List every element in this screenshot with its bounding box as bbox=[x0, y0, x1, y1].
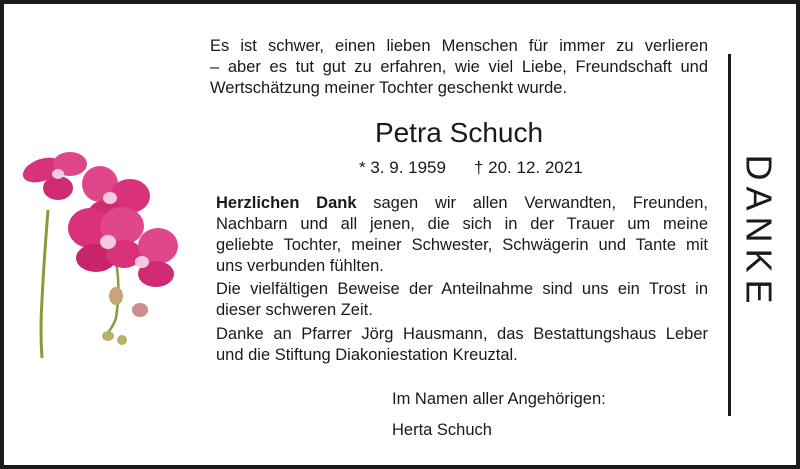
thanks-line: Nachbarn und all jenen, die sich in der Trauer um meine bbox=[216, 215, 708, 233]
intro-line: – aber es tut gut zu erfahren, wie viel Liebe, Freundschaft und bbox=[210, 58, 708, 76]
death-date: † 20. 12. 2021 bbox=[473, 158, 583, 177]
side-title-letter: D bbox=[738, 154, 780, 181]
thanks-bold: Herzlichen Dank bbox=[216, 194, 357, 212]
side-title-letter: N bbox=[738, 216, 780, 243]
side-title bbox=[739, 152, 779, 307]
thanks-paragraph bbox=[216, 193, 708, 277]
vertical-divider bbox=[728, 54, 731, 416]
deceased-name: Petra Schuch bbox=[374, 117, 544, 148]
intro-text bbox=[210, 36, 708, 99]
condolence-line: Die vielfältigen Beweise der Anteilnahme sind uns ein Trost in bbox=[216, 280, 708, 298]
pastor-line: Danke an Pfarrer Jörg Hausmann, das Bestattungshaus Leber bbox=[216, 325, 708, 343]
intro-line: Wertschätzung meiner Tochter geschenkt wurde. bbox=[210, 79, 568, 97]
condolence-paragraph bbox=[216, 279, 708, 321]
pastor-line: und die Stiftung Diakoniestation Kreuztal. bbox=[216, 346, 518, 364]
orchid-icon bbox=[18, 150, 188, 360]
intro-line: Es ist schwer, einen lieben Menschen für immer zu verlieren bbox=[210, 37, 708, 55]
pastor-paragraph bbox=[216, 324, 708, 366]
thanks-line: geliebte Tochter, meiner Schwester, Schwägerin und Tante mit bbox=[216, 236, 708, 254]
life-dates bbox=[359, 157, 583, 178]
birth-date: * 3. 9. 1959 bbox=[359, 158, 446, 177]
signer-name: Herta Schuch bbox=[392, 421, 492, 439]
side-title-letter: K bbox=[738, 248, 780, 273]
signoff-line: Im Namen aller Angehörigen: bbox=[392, 390, 606, 408]
signoff bbox=[392, 389, 692, 441]
side-title-letter: E bbox=[738, 279, 780, 304]
side-title-letter: A bbox=[738, 186, 780, 211]
thanks-first-rest: sagen wir allen Verwandten, Freunden, bbox=[356, 194, 709, 212]
thanks-line: uns verbunden fühlten. bbox=[216, 257, 384, 275]
condolence-line: dieser schweren Zeit. bbox=[216, 301, 373, 319]
thanks-line bbox=[216, 193, 708, 214]
